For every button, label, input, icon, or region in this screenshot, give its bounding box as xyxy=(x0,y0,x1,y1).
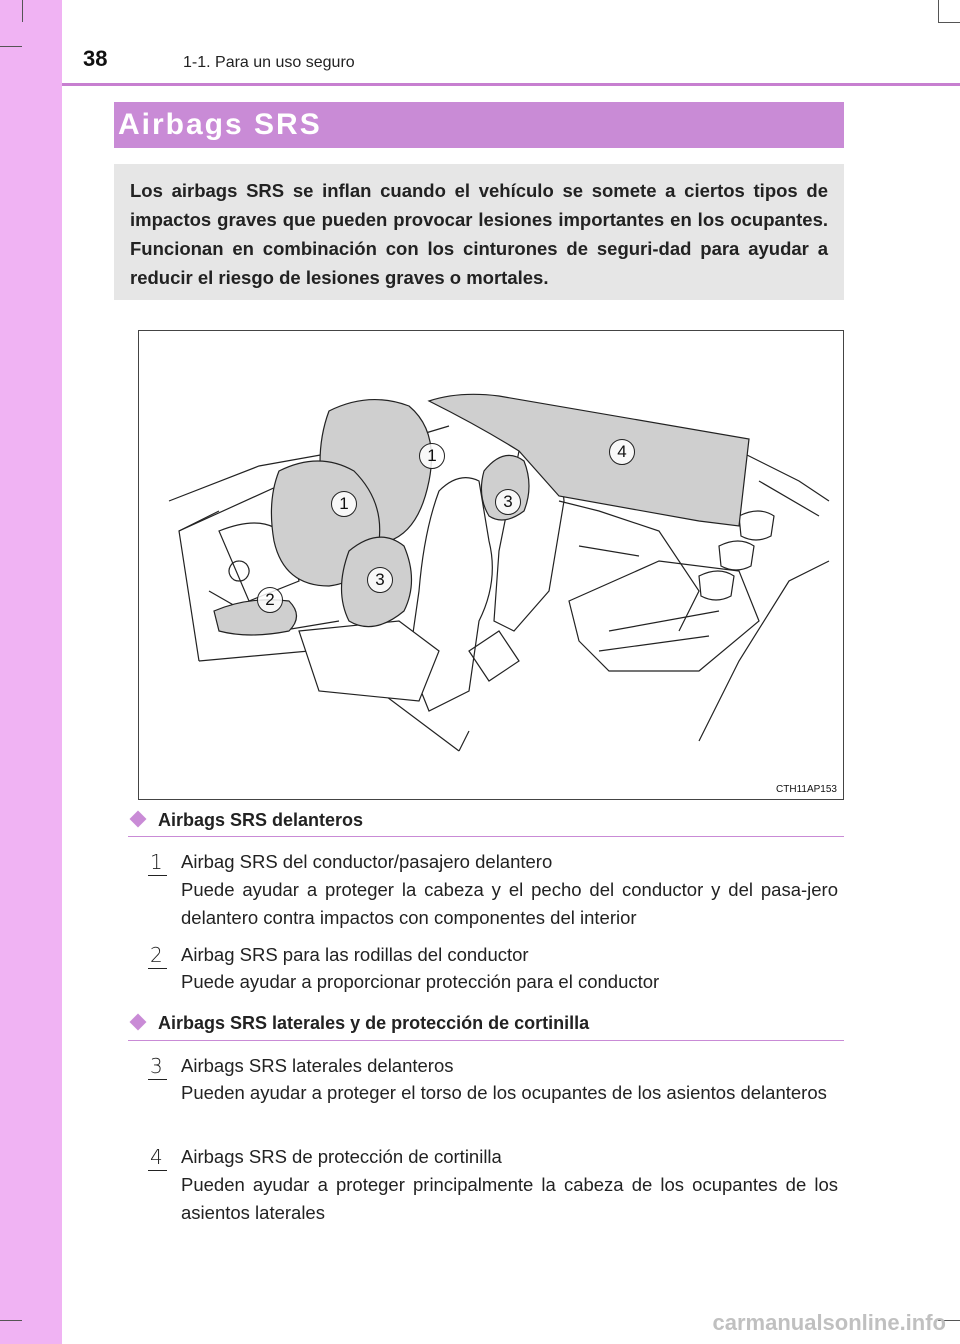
item-title: Airbags SRS de protección de cortinilla xyxy=(181,1146,502,1167)
airbag-illustration xyxy=(138,330,844,800)
section-heading-side-curtain-airbags xyxy=(128,1013,589,1034)
intro-box xyxy=(114,164,844,300)
section-heading-text: Airbags SRS laterales y de protección de cortinilla xyxy=(158,1013,590,1033)
crop-mark xyxy=(938,0,939,22)
watermark: carmanualsonline.info xyxy=(712,1310,946,1335)
item-description: Puede ayudar a proporcionar protección para el conductor xyxy=(181,971,660,992)
item-title: Airbags SRS laterales delanteros xyxy=(181,1055,454,1076)
page-number: 38 xyxy=(83,46,108,71)
section-heading-text: Airbags SRS delanteros xyxy=(158,810,364,830)
intro-text: Los airbags SRS se inflan cuando el vehículo se somete a ciertos tipos de impactos graves que pueden provocar lesiones importantes en los ocupantes. Funcionan en combinación con los cinturones de seguri-dad para ayudar a reducir el riesgo de lesiones graves o mortales. xyxy=(130,180,828,288)
running-header: 1-1. Para un uso seguro xyxy=(183,54,355,71)
callout-1a: 1 xyxy=(419,443,445,469)
page-title: Airbags SRS xyxy=(118,108,322,141)
item-description: Pueden ayudar a proteger el torso de los ocupantes de los asientos delanteros xyxy=(181,1082,827,1103)
callout-2: 2 xyxy=(257,587,283,613)
callout-1b: 1 xyxy=(331,491,357,517)
section-rule xyxy=(128,1040,844,1041)
item-number: 1 xyxy=(150,850,163,874)
car-interior-drawing xyxy=(139,331,843,799)
item-description: Puede ayudar a proteger la cabeza y el pecho del conductor y del pasa-jero delantero contra impactos con componentes del interior xyxy=(181,879,838,928)
crop-mark xyxy=(938,22,960,23)
section-heading-front-airbags xyxy=(128,810,363,831)
item-number: 2 xyxy=(150,943,163,967)
figure-code: CTH11AP153 xyxy=(776,784,837,795)
crop-mark xyxy=(0,1320,22,1321)
item-title: Airbag SRS para las rodillas del conductor xyxy=(181,944,529,965)
callout-3a: 3 xyxy=(367,567,393,593)
item-description: Pueden ayudar a proteger principalmente la cabeza de los ocupantes de los asientos laterales xyxy=(181,1174,838,1223)
callout-3b: 3 xyxy=(495,489,521,515)
item-number: 4 xyxy=(150,1145,163,1169)
crop-mark xyxy=(22,0,23,22)
diamond-bullet-icon xyxy=(130,1014,147,1031)
item-number: 3 xyxy=(150,1054,163,1078)
callout-4: 4 xyxy=(609,439,635,465)
section-rule xyxy=(128,836,844,837)
side-color-strip xyxy=(0,0,62,1344)
crop-mark xyxy=(0,46,22,47)
item-title: Airbag SRS del conductor/pasajero delantero xyxy=(181,851,553,872)
header-rule xyxy=(62,83,960,86)
diamond-bullet-icon xyxy=(130,811,147,828)
